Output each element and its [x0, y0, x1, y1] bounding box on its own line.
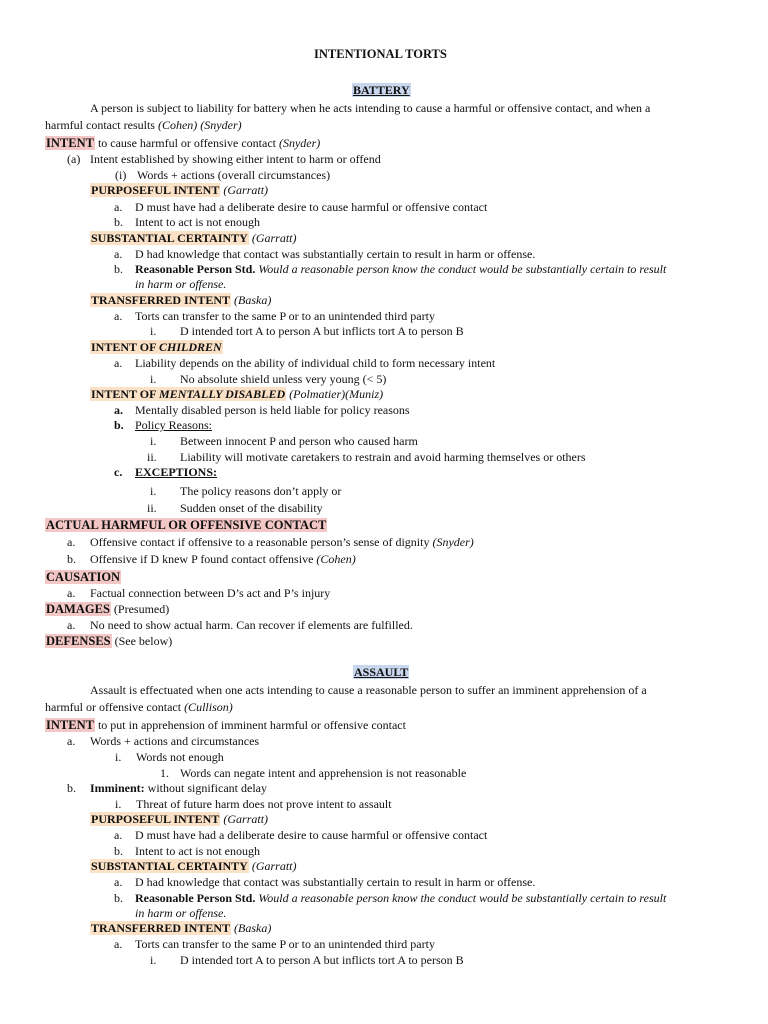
list-item: ii. Liability will motivate caretakers to restrain and avoid harming themselves or others: [147, 450, 586, 464]
assault-heading: ASSAULT: [354, 665, 409, 679]
list-item: i. Threat of future harm does not prove intent to assault: [115, 797, 392, 811]
list-item: a. Liability depends on the ability of individual child to form necessary intent: [114, 356, 496, 370]
list-item: ii. Sudden onset of the disability: [147, 501, 323, 515]
list-item: b. Intent to act is not enough: [114, 215, 260, 229]
list-item: i. No absolute shield unless very young (< 5): [150, 372, 387, 386]
purposeful-intent-heading: PURPOSEFUL INTENT (Garratt): [91, 183, 269, 197]
list-item: a. No need to show actual harm. Can recover if elements are fulfilled.: [67, 618, 413, 632]
assault-definition-line1: Assault is effectuated when one acts intending to cause a reasonable person to suffer an imminent apprehension of a: [90, 683, 647, 697]
defenses-heading: DEFENSES (See below): [46, 634, 173, 648]
list-item: a. Factual connection between D’s act and P’s injury: [67, 586, 331, 600]
list-item: i. D intended tort A to person A but inflicts tort A to person B: [150, 324, 464, 338]
substantial-certainty-heading: SUBSTANTIAL CERTAINTY (Garratt): [91, 231, 297, 245]
list-item-continuation: in harm or offense.: [135, 277, 227, 291]
assault-intent-heading: INTENT to put in apprehension of imminent harmful or offensive contact: [46, 718, 406, 732]
list-item: i. Between innocent P and person who caused harm: [150, 434, 418, 448]
battery-definition-line2: harmful contact results (Cohen) (Snyder): [45, 118, 242, 132]
list-item: b. Offensive if D knew P found contact offensive (Cohen): [67, 552, 356, 566]
assault-definition-line2: harmful or offensive contact (Cullison): [45, 700, 233, 714]
damages-heading: DAMAGES (Presumed): [46, 602, 170, 616]
intent-of-children-heading: INTENT OF CHILDREN: [91, 340, 222, 354]
assault-substantial-certainty-heading: SUBSTANTIAL CERTAINTY (Garratt): [91, 859, 297, 873]
list-item: b. Reasonable Person Std. Would a reasonable person know the conduct would be substantially certain to result: [114, 891, 667, 905]
actual-contact-heading: ACTUAL HARMFUL OR OFFENSIVE CONTACT: [46, 518, 327, 532]
assault-purposeful-intent-heading: PURPOSEFUL INTENT (Garratt): [91, 812, 269, 826]
causation-heading: CAUSATION: [46, 570, 121, 584]
list-item: a. D had knowledge that contact was substantially certain to result in harm or offense.: [114, 247, 536, 261]
assault-transferred-intent-heading: TRANSFERRED INTENT (Baska): [91, 921, 272, 935]
list-item: b. Policy Reasons:: [114, 418, 212, 432]
list-item: c. EXCEPTIONS:: [114, 465, 218, 479]
battery-heading: BATTERY: [353, 83, 410, 97]
list-item: a. D had knowledge that contact was substantially certain to result in harm or offense.: [114, 875, 536, 889]
battery-intent-heading: INTENT to cause harmful or offensive contact (Snyder): [46, 136, 321, 150]
battery-definition-line1: A person is subject to liability for battery when he acts intending to cause a harmful or offensive contact, and when a: [90, 101, 651, 115]
transferred-intent-heading: TRANSFERRED INTENT (Baska): [91, 293, 272, 307]
list-item: i. The policy reasons don’t apply or: [150, 484, 342, 498]
list-item: b. Imminent: without significant delay: [67, 781, 267, 795]
list-item: (a) Intent established by showing either intent to harm or offend: [67, 152, 381, 166]
list-item: a. Words + actions and circumstances: [67, 734, 260, 748]
list-item: a. Torts can transfer to the same P or to an unintended third party: [114, 937, 435, 951]
list-item: a. Offensive contact if offensive to a reasonable person’s sense of dignity (Snyder): [67, 535, 474, 549]
list-item: b. Intent to act is not enough: [114, 844, 260, 858]
list-item: (i) Words + actions (overall circumstances): [115, 168, 331, 182]
list-item: b. Reasonable Person Std. Would a reasonable person know the conduct would be substantially certain to result: [114, 262, 667, 276]
list-item: i. Words not enough: [115, 750, 224, 764]
document-title: INTENTIONAL TORTS: [314, 47, 447, 61]
intent-of-mentally-disabled-heading: INTENT OF MENTALLY DISABLED (Polmatier)(Muniz): [91, 387, 384, 401]
list-item: a. D must have had a deliberate desire to cause harmful or offensive contact: [114, 828, 488, 842]
list-item-continuation: in harm or offense.: [135, 906, 227, 920]
list-item: a. Mentally disabled person is held liable for policy reasons: [114, 403, 410, 417]
list-item: 1. Words can negate intent and apprehension is not reasonable: [160, 766, 467, 780]
list-item: a. D must have had a deliberate desire to cause harmful or offensive contact: [114, 200, 488, 214]
list-item: a. Torts can transfer to the same P or to an unintended third party: [114, 309, 435, 323]
list-item: i. D intended tort A to person A but inflicts tort A to person B: [150, 953, 464, 967]
